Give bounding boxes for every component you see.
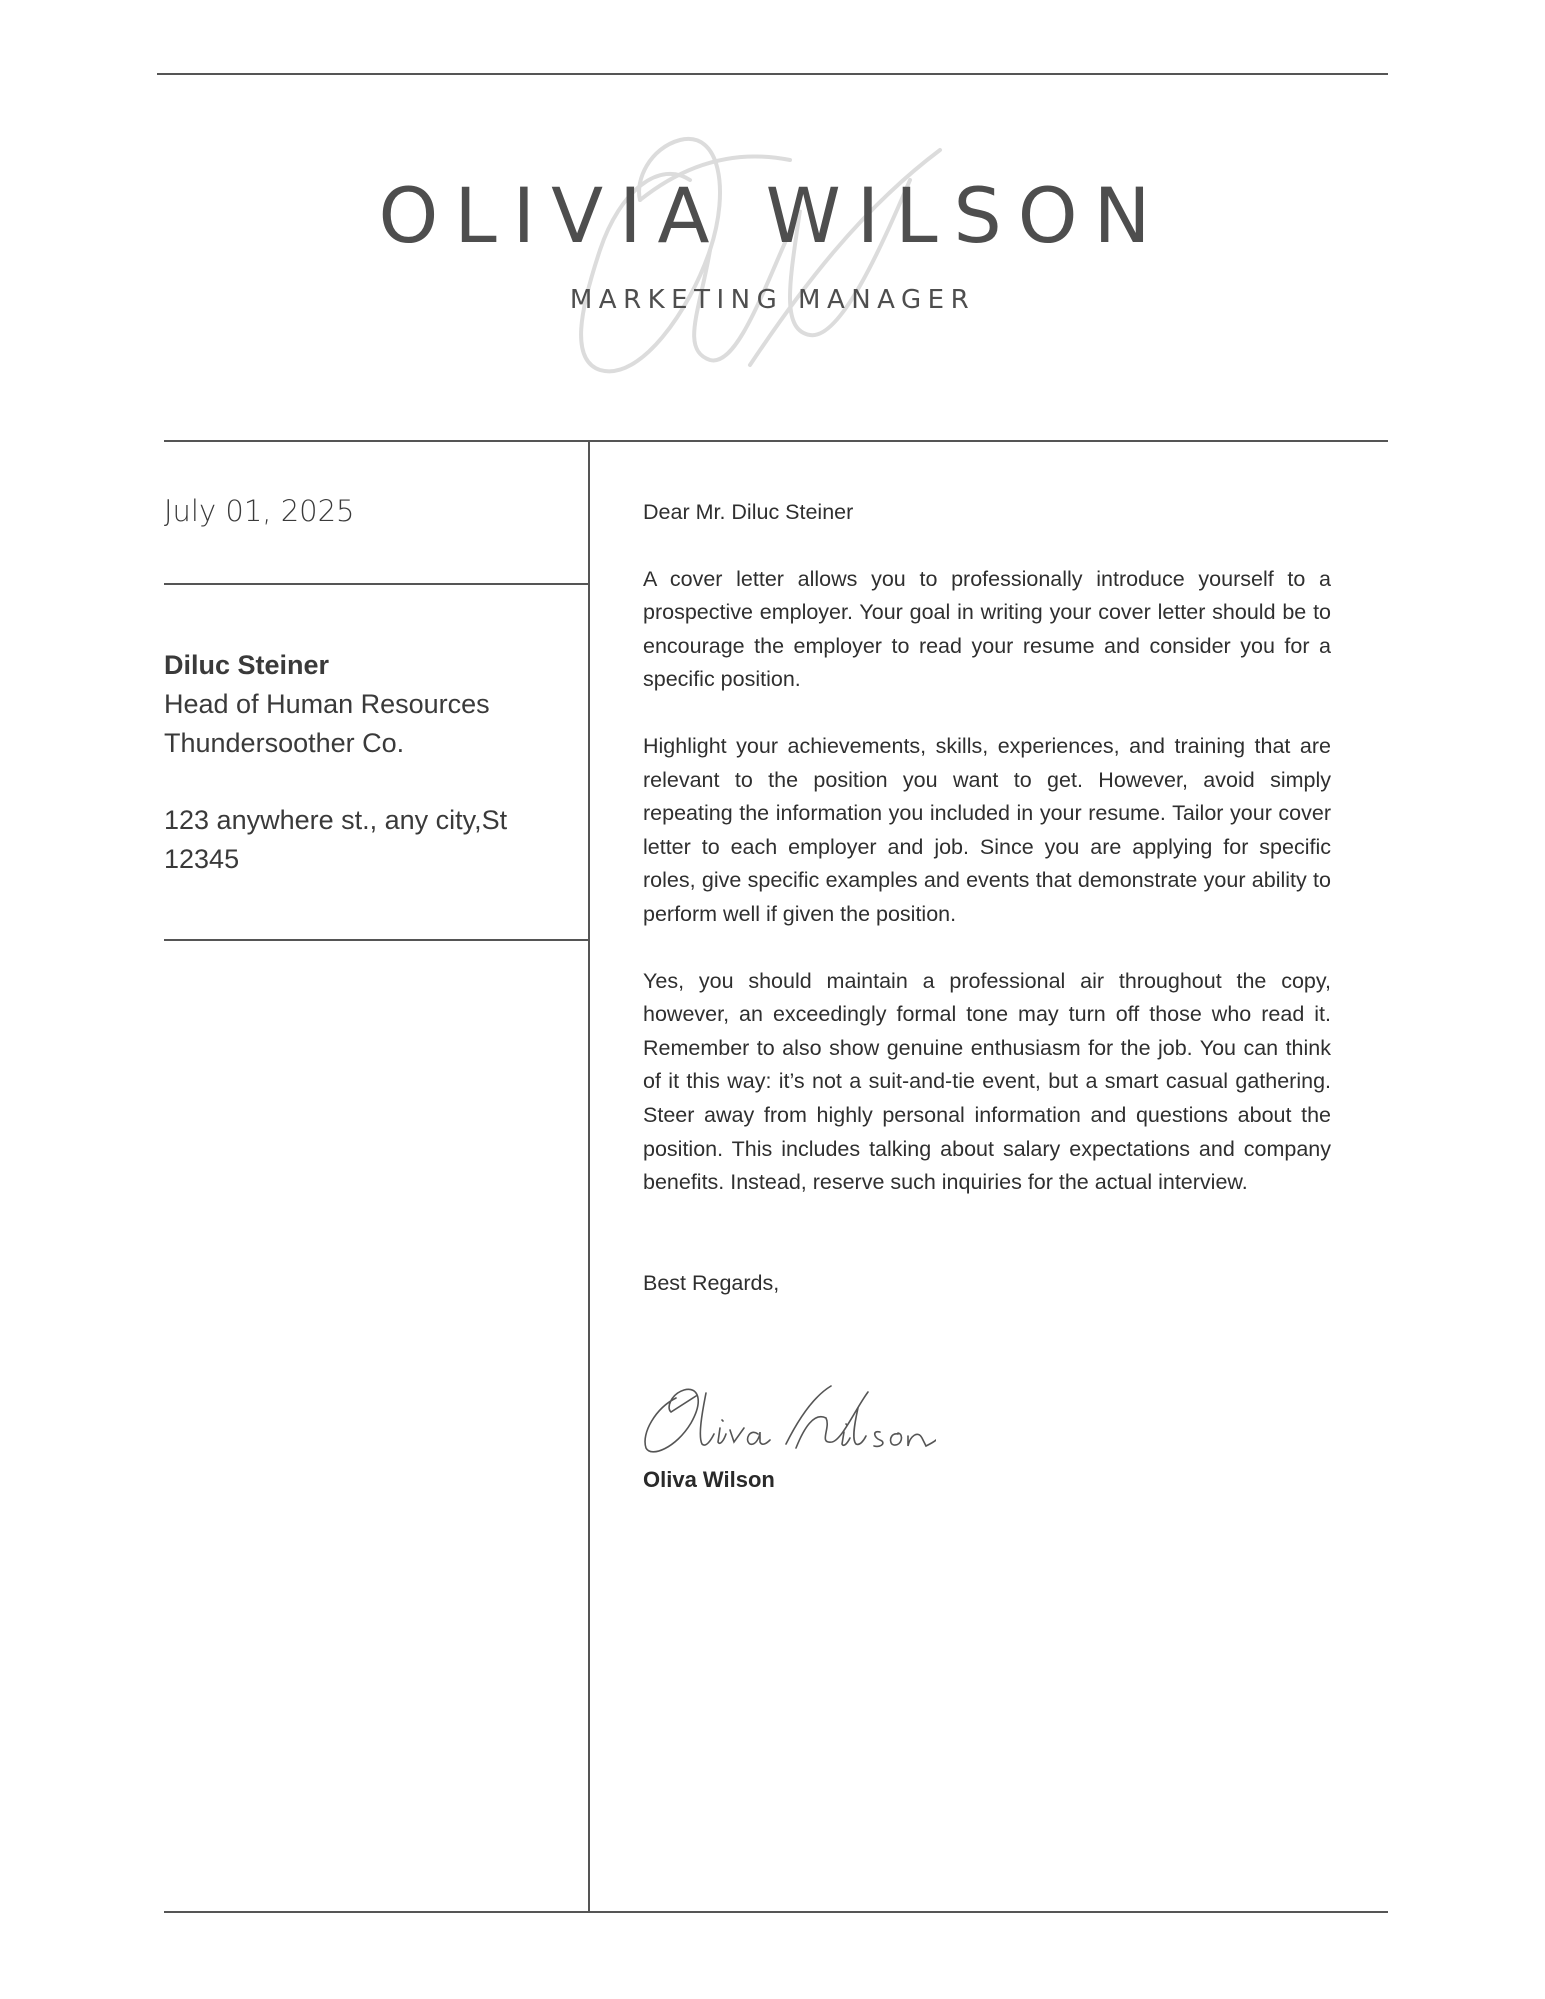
letter-body <box>643 496 1331 1300</box>
letter-date: July 01, 2025 <box>164 494 355 528</box>
header-bottom-divider <box>164 440 1388 442</box>
letter-closing: Best Regards, <box>643 1270 780 1295</box>
recipient-block <box>164 646 584 879</box>
recipient-address-line1: 123 anywhere st., any city,St <box>164 805 508 835</box>
recipient-address-line2: 12345 <box>164 844 240 874</box>
handwritten-signature <box>636 1378 936 1458</box>
recipient-company: Thundersoother Co. <box>164 728 405 758</box>
applicant-name: OLIVIA WILSON <box>378 171 1167 260</box>
letter-salutation: Dear Mr. Diluc Steiner <box>643 500 854 524</box>
letter-paragraph: Highlight your achievements, skills, experiences, and training that are relevant to the position you want to get. However, avoid simply repeating the information you included in your resume. Tailor your cover letter to each employer and job. Since you are applying for specific roles, give specific examples and events that demonstrate your ability to perform well if given the position. <box>643 733 1331 926</box>
bottom-divider <box>164 1911 1388 1913</box>
recipient-divider <box>164 939 589 941</box>
date-divider <box>164 583 589 585</box>
column-divider <box>588 440 590 1912</box>
applicant-job-title: MARKETING MANAGER <box>569 285 976 315</box>
letter-paragraph: A cover letter allows you to professionally introduce yourself to a prospective employer. Your goal in writing your cover letter should be to encourage the employer to read your resume and consider you for a specific position. <box>643 566 1331 692</box>
recipient-name: Diluc Steiner <box>164 650 330 680</box>
top-divider <box>157 73 1388 75</box>
monogram-watermark <box>540 120 1060 400</box>
signer-name: Oliva Wilson <box>643 1467 775 1492</box>
recipient-title: Head of Human Resources <box>164 689 490 719</box>
letter-paragraph: Yes, you should maintain a professional air throughout the copy, however, an exceedingly formal tone may turn off those who read it. Remember to also show genuine enthusiasm for the job. You can think of it this way: it’s not a suit-and-tie event, but a smart casual gathering. Steer away from highly personal information and questions about the position. This includes talking about salary expectations and company benefits. Instead, reserve such inquiries for the actual interview. <box>643 968 1331 1195</box>
